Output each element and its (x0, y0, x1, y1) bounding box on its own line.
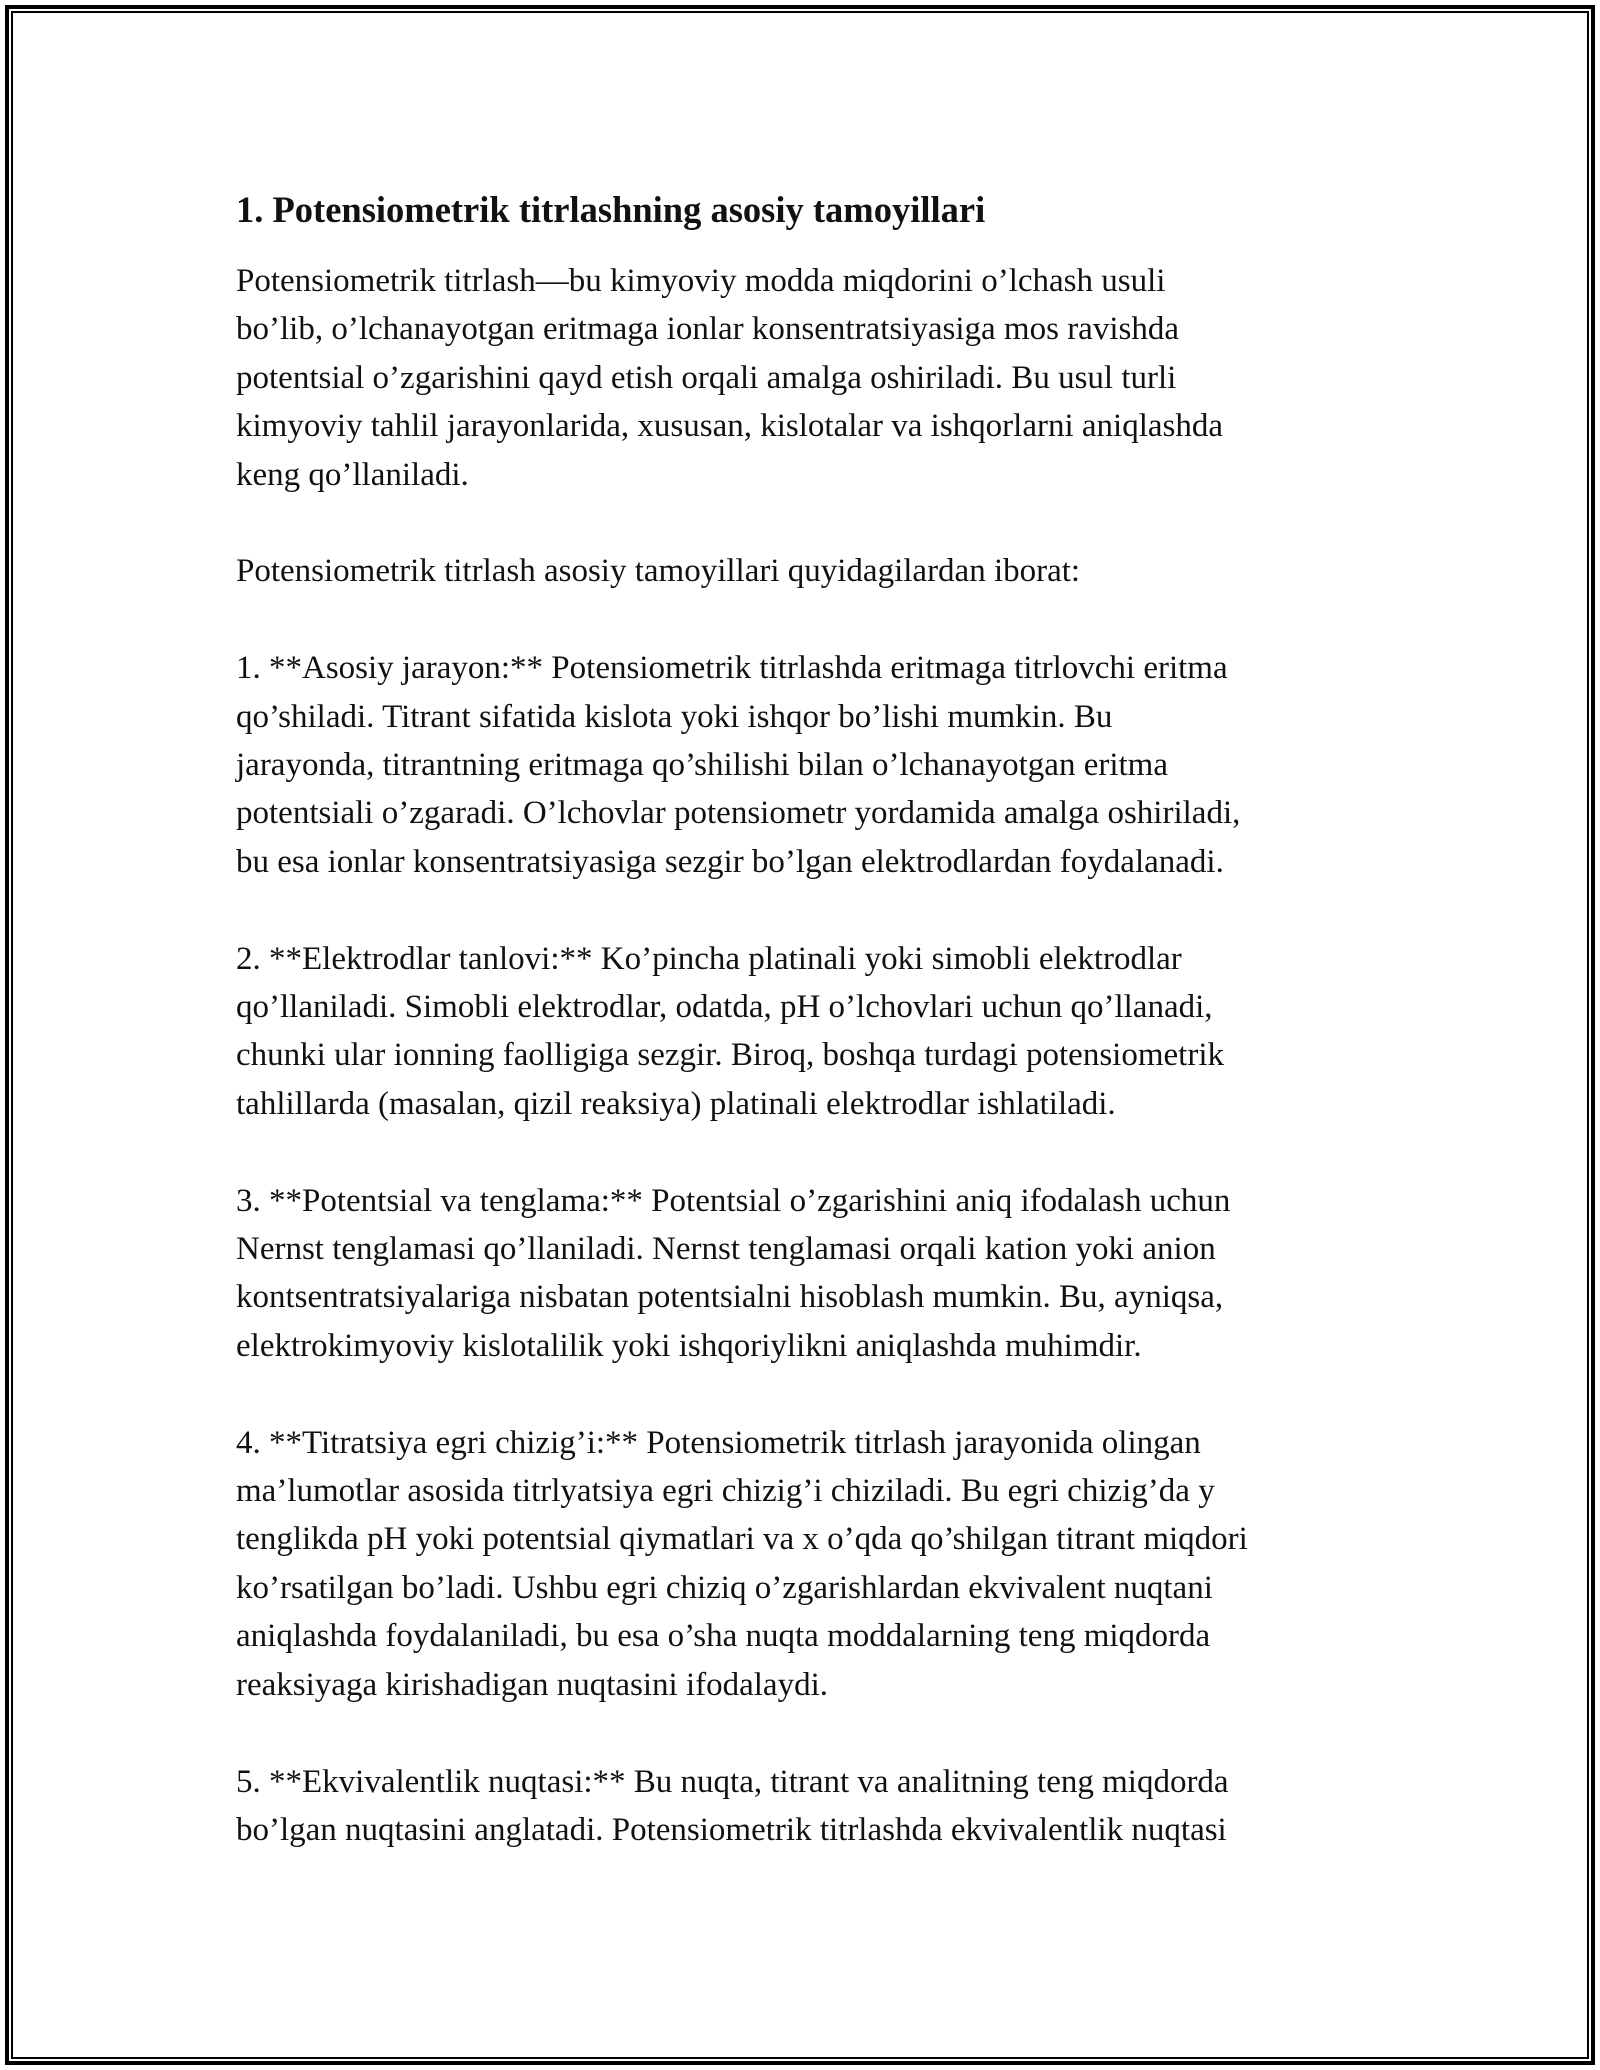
list-item-potential-equation: 3. **Potentsial va tenglama:** Potentsial o’zgarishini aniq ifodalash uchun Nernst tenglamasi qo’llaniladi. Nernst tenglamasi orqali kation yoki anion kontsentratsiyalariga nisbatan potentsialni hisoblash mumkin. Bu, ayniqsa, elektrokimyoviy kislotalilik yoki ishqoriylikni aniqlashda muhimdir. (236, 1182, 1231, 1364)
paragraph-principles-lead: Potensiometrik titrlash asosiy tamoyillari quyidagilardan iborat: (236, 553, 1081, 590)
document-body (236, 185, 1376, 1854)
list-item-equivalence-point: 5. **Ekvivalentlik nuqtasi:** Bu nuqta, titrant va analitning teng miqdorda bo’lgan nuqtasini anglatadi. Potensiometrik titrlashda ekvivalentlik nuqtasi (236, 1763, 1229, 1848)
document-title: 1. Potensiometrik titrlashning asosiy tamoyillari (236, 189, 986, 230)
list-item-titration-curve: 4. **Titratsiya egri chizig’i:** Potensiometrik titrlash jarayonida olingan ma’lumotlar asosida titrlyatsiya egri chizig’i chiziladi. Bu egri chizig’da y tenglikda pH yoki potentsial qiymatlari va x o’qda qo’shilgan titrant miqdori ko’rsatilgan bo’ladi. Ushbu egri chiziq o’zgarishlardan ekvivalent nuqtani aniqlashda foydalaniladi, bu esa o’sha nuqta moddalarning teng miqdorda reaksiyaga kirishadigan nuqtasini ifodalaydi. (236, 1424, 1248, 1703)
list-item-main-process: 1. **Asosiy jarayon:** Potensiometrik titrlashda eritmaga titrlovchi eritma qo’shiladi. Titrant sifatida kislota yoki ishqor bo’lishi mumkin. Bu jarayonda, titrantning eritmaga qo’shilishi bilan o’lchanayotgan eritma potentsiali o’zgaradi. O’lchovlar potensiometr yordamida amalga oshiriladi, bu esa ionlar konsentratsiyasiga sezgir bo’lgan elektrodlardan foydalanadi. (236, 650, 1241, 880)
list-item-electrode-choice: 2. **Elektrodlar tanlovi:** Ko’pincha platinali yoki simobli elektrodlar qo’llaniladi. Simobli elektrodlar, odatda, pH o’lchovlari uchun qo’llanadi, chunki ular ionning faolligiga sezgir. Biroq, boshqa turdagi potensiometrik tahlillarda (masalan, qizil reaksiya) platinali elektrodlar ishlatiladi. (236, 940, 1224, 1122)
paragraph-intro: Potensiometrik titrlash—bu kimyoviy modda miqdorini o’lchash usuli bo’lib, o’lchanayotgan eritmaga ionlar konsentratsiyasiga mos ravishda potentsial o’zgarishini qayd etish orqali amalga oshiriladi. Bu usul turli kimyoviy tahlil jarayonlarida, xususan, kislotalar va ishqorlarni aniqlashda keng qo’llaniladi. (236, 263, 1224, 493)
